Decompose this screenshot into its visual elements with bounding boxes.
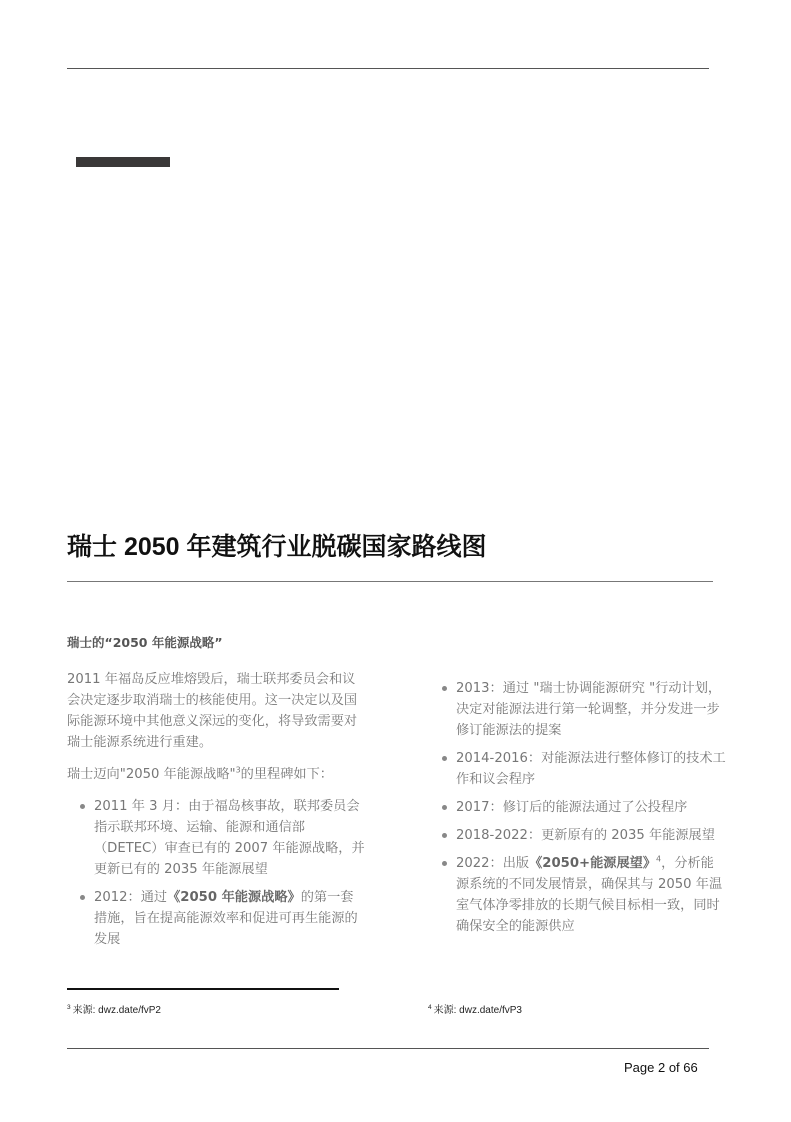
bullet-icon xyxy=(442,805,447,810)
list-item-bold: 《2050+能源展望》 xyxy=(529,856,657,871)
list-item-text: 2017：修订后的能源法通过了公投程序 xyxy=(456,800,688,815)
list-item-bold: 《2050 年能源战略》 xyxy=(167,890,301,905)
bullet-icon xyxy=(442,833,447,838)
list-item xyxy=(80,887,365,950)
list-item xyxy=(442,748,727,790)
footnote-number: 4 xyxy=(428,1003,432,1011)
list-item-text: 2018-2022：更新原有的 2035 年能源展望 xyxy=(456,828,715,843)
milestones-intro-after: 的里程碑如下： xyxy=(240,767,333,782)
bullet-icon xyxy=(442,861,447,866)
footnote-3 xyxy=(67,1001,161,1016)
list-item-text: 2013：通过 "瑞士协调能源研究 "行动计划，决定对能源法进行第一轮调整，并分发进一步修订能源法的提案 xyxy=(456,681,722,738)
section-heading: 瑞士的“2050 年能源战略” xyxy=(67,635,223,650)
page-number: Page 2 of 66 xyxy=(624,1060,698,1075)
header-accent-bar xyxy=(76,157,170,167)
footer-rule xyxy=(67,1048,709,1049)
footnote-ref-4[interactable]: 4 xyxy=(656,854,662,864)
list-item xyxy=(442,825,727,846)
title-rule xyxy=(67,581,713,582)
list-item xyxy=(442,678,727,741)
list-item-suffix: 的第一套措施，旨在提高能源效率和促进可再生能源的发展 xyxy=(94,890,358,947)
footnote-4 xyxy=(428,1001,522,1016)
footnote-ref-3[interactable]: 3 xyxy=(235,765,241,775)
footnote-separator xyxy=(67,988,339,990)
bullet-icon xyxy=(80,895,85,900)
bullet-icon xyxy=(442,756,447,761)
list-item-suffix: ，分析能源系统的不同发展情景，确保其与 2050 年温室气体净零排放的长期气候目标相一致，同时确保安全的能源供应 xyxy=(456,856,723,934)
milestones-list-right xyxy=(442,678,727,944)
intro-paragraph: 2011 年福岛反应堆熔毁后，瑞士联邦委员会和议会决定逐步取消瑞士的核能使用。这一决定以及国际能源环境中其他意义深远的变化，将导致需要对瑞士能源系统进行重建。 xyxy=(67,672,358,750)
page-title: 瑞士 2050 年建筑行业脱碳国家路线图 xyxy=(67,533,487,561)
milestones-list-left xyxy=(80,796,365,957)
list-item-prefix: 2022：出版 xyxy=(456,856,530,871)
bullet-icon xyxy=(442,686,447,691)
list-item xyxy=(80,796,365,880)
list-item-text: 2014-2016：对能源法进行整体修订的技术工作和议会程序 xyxy=(456,751,726,787)
milestones-intro xyxy=(67,764,367,785)
footnote-text[interactable]: 来源: dwz.date/fvP2 xyxy=(72,1005,161,1016)
footnote-number: 3 xyxy=(67,1003,71,1011)
footnote-text[interactable]: 来源: dwz.date/fvP3 xyxy=(433,1005,522,1016)
list-item-prefix: 2012：通过 xyxy=(94,890,168,905)
list-item xyxy=(442,797,727,818)
header-rule xyxy=(67,68,709,69)
milestones-intro-before: 瑞士迈向"2050 年能源战略" xyxy=(67,767,236,782)
list-item xyxy=(442,853,727,937)
bullet-icon xyxy=(80,804,85,809)
list-item-text: 2011 年 3 月：由于福岛核事故，联邦委员会指示联邦环境、运输、能源和通信部（DETEC）审查已有的 2007 年能源战略，并更新已有的 2035 年能源展望 xyxy=(94,799,365,877)
